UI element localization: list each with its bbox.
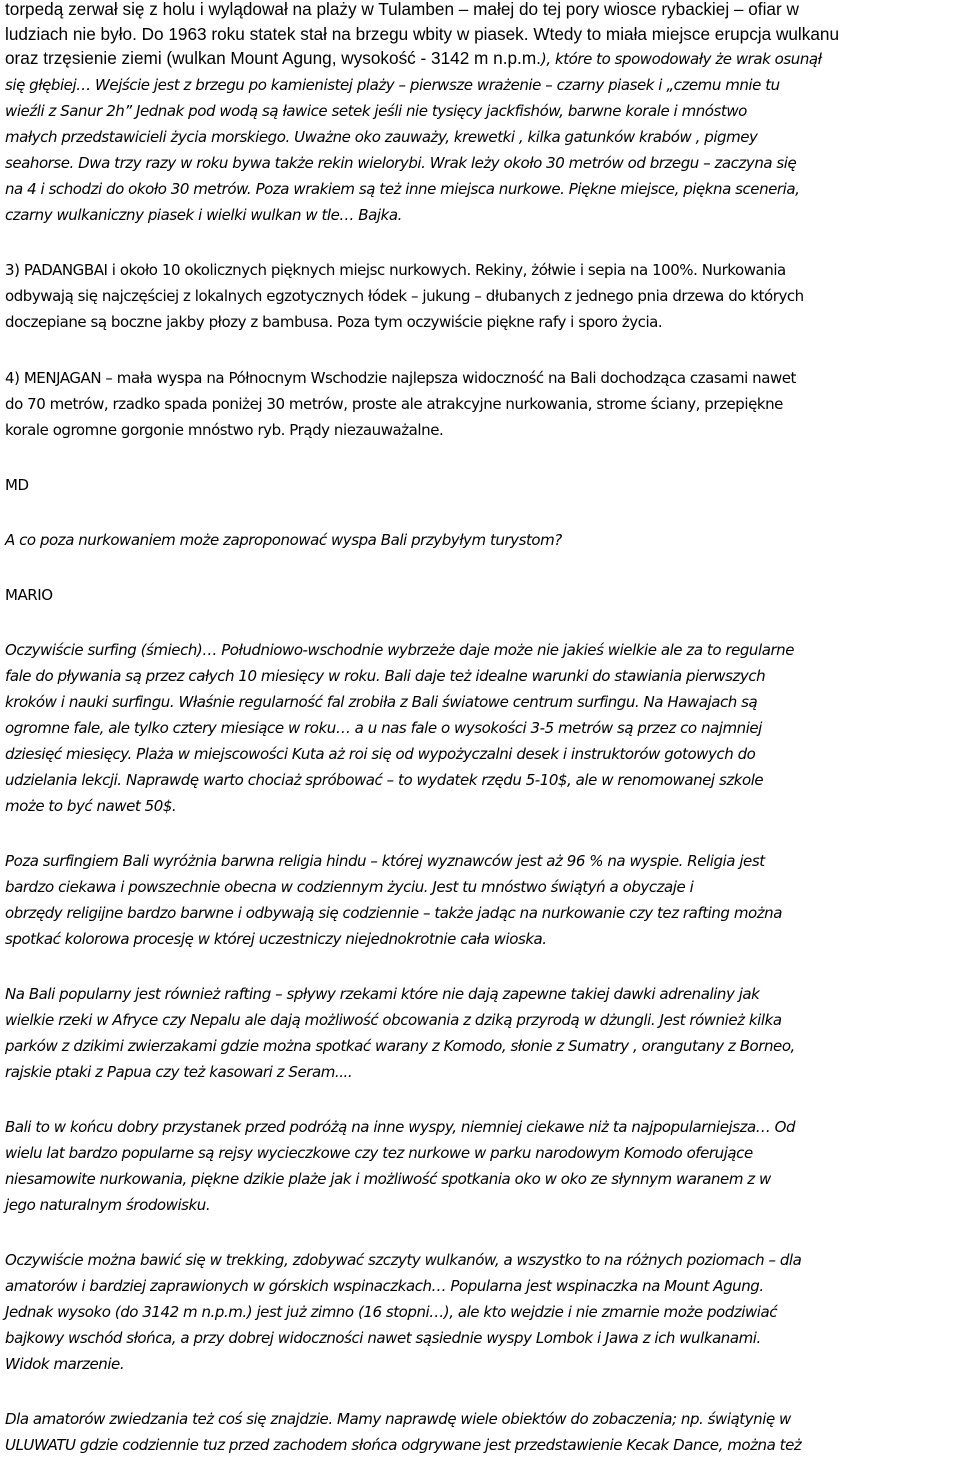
text-line [5, 1141, 753, 1165]
text-run: się głębiej… Wejście jest z brzegu po kamienistej plaży – pierwsze wrażenie – czarny piasek i „czemu mnie tu [5, 76, 780, 94]
text-run: dziesięć miesięcy. Plaża w miejscowości Kuta aż roi się od wypożyczalni desek i instruktorów gotowych do [5, 745, 756, 763]
text-run: obrzędy religijne bardzo barwne i odbywają się codziennie – także jadąc na nurkowanie czy tez rafting można [5, 904, 782, 922]
text-run: małych przedstawicieli życia morskiego. Uważne oko zauważy, krewetki , kilka gatunków krabów , pigmey [5, 128, 758, 146]
text-run: spotkać kolorowa procesję w której uczestniczy niejednokrotnie cała wioska. [5, 930, 547, 948]
text-line [5, 768, 763, 792]
text-line [5, 392, 783, 416]
text-run: udzielania lekcji. Naprawdę warto chociaż spróbować – to wydatek rzędu 5-10$, ale w renomowanej szkole [5, 771, 764, 789]
text-run: MD [5, 476, 29, 494]
text-run: kroków i nauki surfingu. Właśnie regularność fal zrobiła z Bali światowe centrum surfingu. Na Hawajach są [5, 693, 758, 711]
text-run: 4) MENJAGAN – mała wyspa na Północnym Wschodzie najlepsza widoczność na Bali dochodząca czasami nawet [5, 369, 796, 387]
text-run: Poza surfingiem Bali wyróżnia barwna religia hindu – której wyznawców jest aż 96 % na wyspie. Religia jest [5, 852, 765, 870]
text-line [5, 473, 29, 497]
text-run: do 70 metrów, rzadko spada poniżej 30 metrów, proste ale atrakcyjne nurkowania, strome ściany, przepiękne [5, 395, 783, 413]
text-run: fale do pływania są przez całych 10 miesięcy w roku. Bali daje też idealne warunki do stawiania pierwszych [5, 667, 766, 685]
text-run: Widok marzenie. [5, 1355, 125, 1373]
text-line [5, 664, 765, 688]
text-line [5, 1274, 764, 1298]
text-run: Dla amatorów zwiedzania też coś się znajdzie. Mamy naprawdę wiele obiektów do zobaczenia; np. świątynię w [5, 1410, 791, 1428]
text-run: amatorów i bardziej zaprawionych w górskich wspinaczkach… Popularna jest wspinaczka na Mount Agung. [5, 1277, 764, 1295]
text-run: odbywają się najczęściej z lokalnych egzotycznych łódek – jukung – dłubanych z jednego pnia drzewa do których [5, 287, 804, 305]
text-run: oraz trzęsienie ziemi (wulkan Mount Agung, wysokość - 3142 m n.p.m. [5, 48, 541, 68]
text-run: czarny wulkaniczny piasek i wielki wulkan w tle… Bajka. [5, 206, 402, 224]
text-line [5, 1352, 124, 1376]
text-run: korale ogromne gorgonie mnóstwo ryb. Prądy niezauważalne. [5, 421, 444, 439]
text-run: A co poza nurkowaniem może zaproponować wyspa Bali przybyłym turystom? [5, 531, 562, 549]
text-run: wielu lat bardzo popularne są rejsy wycieczkowe czy tez nurkowe w parku narodowym Komodo oferujące [5, 1144, 753, 1162]
text-line [5, 1115, 795, 1139]
text-line [5, 284, 804, 308]
text-run: wieźli z Sanur 2h” Jednak pod wodą są ławice setek jeśli nie tysięcy jackfishów, barwne korale i mnóstwo [5, 102, 747, 120]
text-line [5, 849, 765, 873]
text-line [5, 794, 176, 818]
text-line [5, 22, 839, 46]
text-line [5, 46, 821, 70]
text-line [5, 1300, 777, 1324]
text-run: Na Bali popularny jest również rafting – spływy rzekami które nie dają zapewne takiej dawki adrenaliny jak [5, 985, 760, 1003]
text-line [5, 1433, 801, 1457]
text-run: parków z dzikimi zwierzakami gdzie można spotkać warany z Komodo, słonie z Sumatry , orangutany z Borneo, [5, 1037, 795, 1055]
text-run: MARIO [5, 586, 53, 604]
text-run: niesamowite nurkowania, piękne dzikie plaże jak i możliwość spotkania oko w oko ze słynnym waranem z w [5, 1170, 771, 1188]
text-line [5, 901, 782, 925]
text-run: doczepiane są boczne jakby płozy z bambusa. Poza tym oczywiście piękne rafy i sporo życia. [5, 313, 663, 331]
text-line [5, 0, 799, 21]
text-line [5, 1326, 761, 1350]
text-run: Bali to w końcu dobry przystanek przed podróżą na inne wyspy, niemniej ciekawe niż ta najpopularniejsza… Od [5, 1118, 796, 1136]
text-line [5, 258, 786, 282]
text-run: jego naturalnym środowisku. [5, 1196, 211, 1214]
text-line [5, 99, 747, 123]
text-run: może to być nawet 50$. [5, 797, 177, 815]
text-run: ogromne fale, ale tylko cztery miesiące w roku… a u nas fale o wysokości 3-5 metrów są przez co najmniej [5, 719, 762, 737]
text-run: ), które to spowodowały że wrak osunął [540, 50, 822, 68]
text-run: Oczywiście można bawić się w trekking, zdobywać szczyty wulkanów, a wszystko to na różnych poziomach – dla [5, 1251, 802, 1269]
text-run: wielkie rzeki w Afryce czy Nepalu ale dają możliwość obcowania z dziką przyrodą w dżungli. Jest również kilka [5, 1011, 782, 1029]
text-line [5, 982, 759, 1006]
text-run: torpedą zerwał się z holu i wylądował na plaży w Tulamben – małej do tej pory wiosce rybackiej – ofiar w [5, 0, 799, 19]
text-run: na 4 i schodzi do około 30 metrów. Poza wrakiem są też inne miejsca nurkowe. Piękne miejsce, piękna sceneria, [5, 180, 800, 198]
text-line [5, 875, 693, 899]
text-run: seahorse. Dwa trzy razy w roku bywa także rekin wielorybi. Wrak leży około 30 metrów od brzegu – zaczyna się [5, 154, 797, 172]
text-line [5, 1407, 791, 1431]
text-run: bardzo ciekawa i powszechnie obecna w codziennym życiu. Jest tu mnóstwo świątyń a obyczaje i [5, 878, 694, 896]
text-run: rajskie ptaki z Papua czy też kasowari z Seram.... [5, 1063, 353, 1081]
text-line [5, 716, 762, 740]
text-line [5, 177, 799, 201]
text-line [5, 1193, 210, 1217]
text-line [5, 1167, 771, 1191]
text-line [5, 151, 796, 175]
text-line [5, 1008, 782, 1032]
text-run: Jednak wysoko (do 3142 m n.p.m.) jest już zimno (16 stopni…), ale kto wejdzie i nie zmarnie może podziwiać [5, 1303, 778, 1321]
text-run: bajkowy wschód słońca, a przy dobrej widoczności nawet sąsiednie wyspy Lombok i Jawa z ich wulkanami. [5, 1329, 761, 1347]
text-line [5, 528, 562, 552]
text-run: 3) PADANGBAI i około 10 okolicznych pięknych miejsc nurkowych. Rekiny, żółwie i sepia na 100%. Nurkowania [5, 261, 786, 279]
text-line [5, 638, 794, 662]
text-line [5, 583, 53, 607]
text-line [5, 1248, 801, 1272]
text-line [5, 927, 547, 951]
text-line [5, 125, 757, 149]
text-run: ULUWATU gdzie codziennie tuz przed zachodem słońca odgrywane jest przedstawienie Kecak Dance, można też [5, 1436, 802, 1454]
text-line [5, 418, 443, 442]
text-line [5, 742, 755, 766]
text-line [5, 203, 402, 227]
text-run: ludziach nie było. Do 1963 roku statek stał na brzegu wbity w piasek. Wtedy to miała miejsce erupcja wulkanu [5, 24, 840, 44]
text-run: Oczywiście surfing (śmiech)… Południowo-wschodnie wybrzeże daje może nie jakieś wielkie ale za to regularne [5, 641, 794, 659]
text-line [5, 366, 796, 390]
text-line [5, 1034, 795, 1058]
text-line [5, 310, 662, 334]
text-line [5, 1060, 352, 1084]
text-line [5, 73, 780, 97]
text-line [5, 690, 757, 714]
